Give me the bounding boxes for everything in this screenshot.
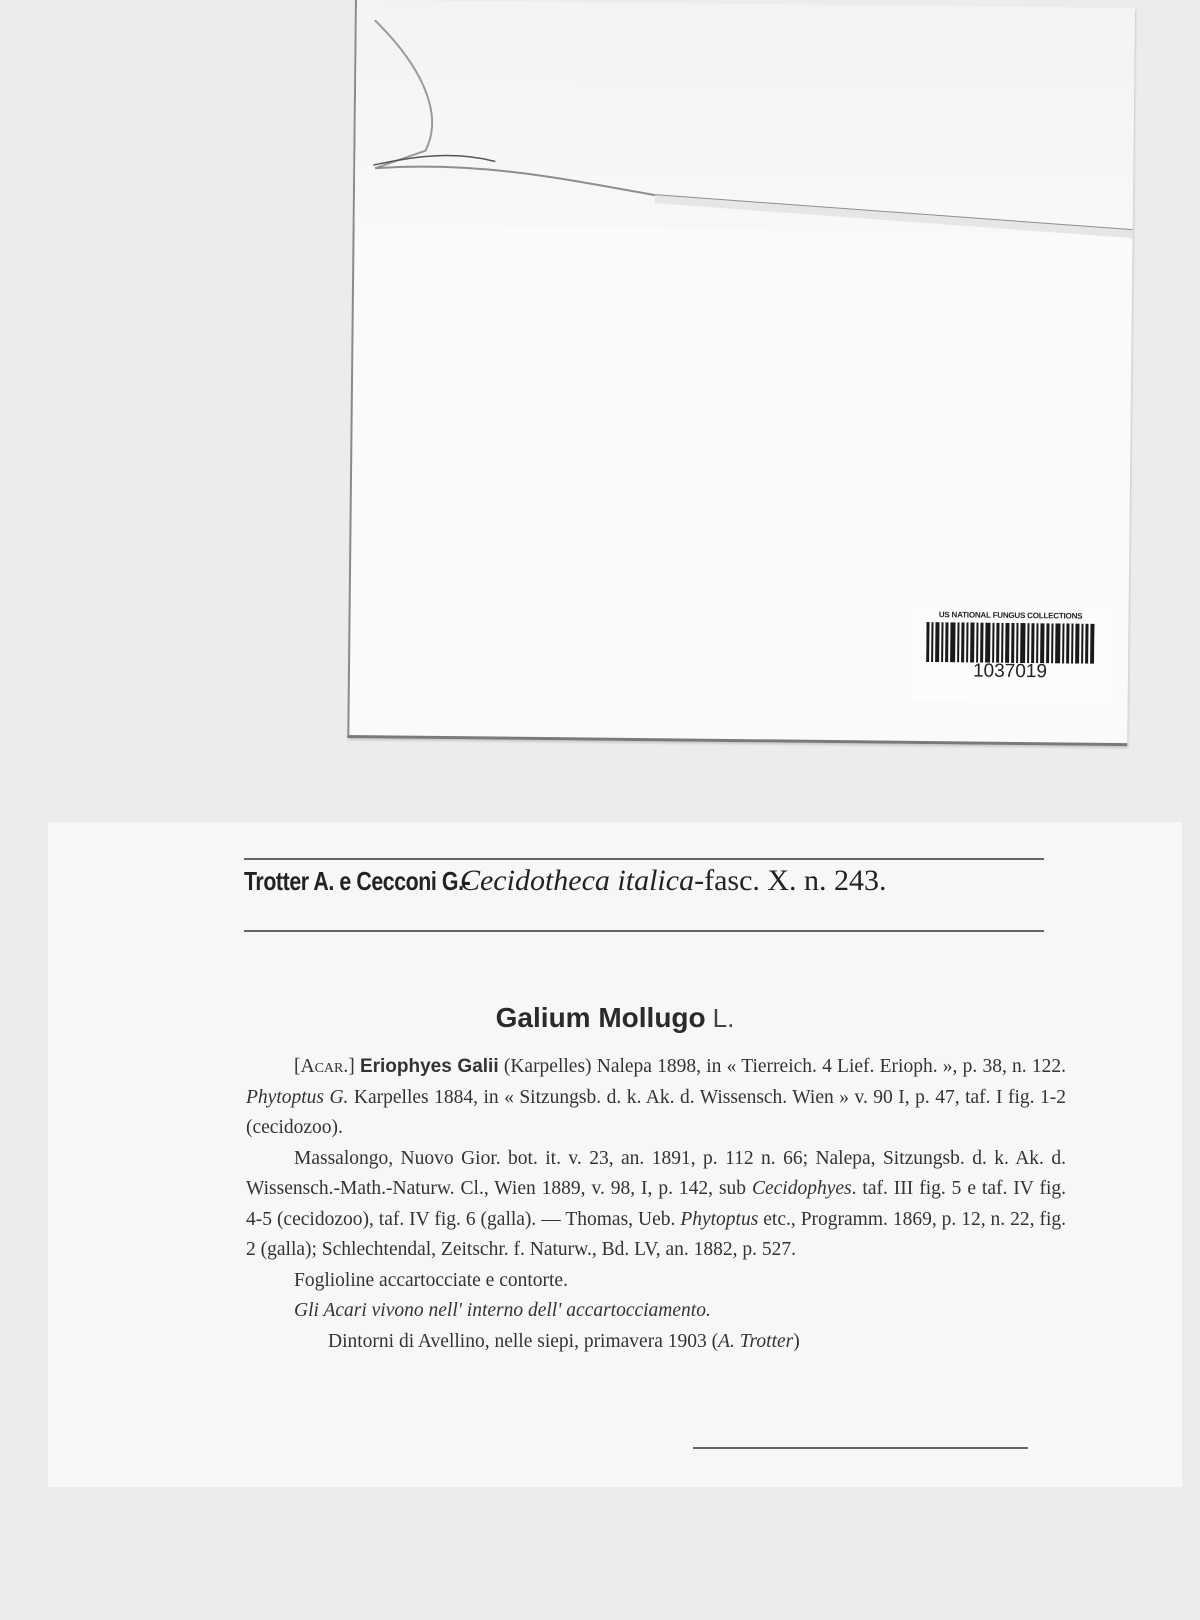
label-header	[244, 864, 1044, 898]
paragraph-gall-maker	[246, 1052, 1066, 1144]
header-rule-bottom	[244, 930, 1044, 932]
label-bottom-rule	[693, 1447, 1028, 1449]
genus-phytoptus: Phytoptus	[680, 1208, 759, 1230]
paragraph1-text-1: (Karpelles) Nalepa 1898, in « Tierreich. 4 Lief. Erioph. », p. 38, n. 122.	[498, 1056, 1067, 1077]
barcode-icon	[926, 622, 1094, 664]
species-heading	[48, 1002, 1182, 1035]
synonym: Phytoptus G.	[246, 1086, 349, 1108]
locality-text: Dintorni di Avellino, nelle siepi, primavera 1903 (	[328, 1330, 719, 1352]
header-work-title: Cecidotheca italica	[459, 864, 695, 897]
paragraph2-text-3: etc., Programm. 1869, p. 12, n. 22, fig. 2 (galla); Schlechtendal, Zeitschr. f. Naturw., Bd. LV, an. 1882, p. 527.	[246, 1208, 1066, 1260]
header-authors: Trotter A. e Cecconi G.-	[244, 866, 471, 896]
species-name: Galium Mollugo	[495, 1002, 706, 1033]
paragraph1-text-2: Karpelles 1884, in « Sitzungsb. d. k. Ak. d. Wissensch. Wien » v. 90 I, p. 47, taf. I fig. 1-2 (cecidozoo).	[246, 1086, 1066, 1138]
specimen-label	[48, 822, 1182, 1487]
locality	[246, 1327, 1066, 1358]
barcode-collection-name: US NATIONAL FUNGUS COLLECTIONS	[938, 610, 1083, 621]
envelope-flap-edge	[354, 0, 1134, 248]
order-prefix: [Acar.]	[294, 1056, 355, 1077]
gall-description: Foglioline accartocciate e contorte.	[294, 1269, 568, 1291]
header-rule-top	[244, 858, 1044, 860]
species-author: L.	[712, 1003, 735, 1033]
header-fascicle: -fasc. X. n. 243.	[694, 864, 887, 897]
label-body	[246, 1052, 1066, 1357]
barcode-number: 1037019	[972, 660, 1048, 683]
collector: A. Trotter	[718, 1330, 794, 1352]
specimen-envelope	[347, 0, 1135, 746]
gall-maker-taxon: Eriophyes Galii	[359, 1056, 499, 1077]
locality-close: )	[793, 1330, 800, 1352]
barcode-label	[910, 606, 1111, 703]
paragraph2-text-1: Massalongo, Nuovo Gior. bot. it. v. 23, an. 1891, p. 112 n. 66; Nalepa, Sitzungsb. d. k. Ak. d. Wissensch.-Math.-Naturw. Cl., Wien 1889, v. 98, I, p. 142, sub	[246, 1147, 1066, 1199]
paragraph2-text-2: . taf. III fig. 5 e taf. IV fig. 4-5 (cecidozoo), taf. IV fig. 6 (galla). — Thomas, Ueb.	[246, 1178, 1066, 1230]
mite-note: Gli Acari vivono nell' interno dell' accartocciamento.	[294, 1300, 711, 1321]
paragraph-references	[246, 1144, 1066, 1266]
genus-cecidophyes: Cecidophyes	[751, 1178, 852, 1199]
